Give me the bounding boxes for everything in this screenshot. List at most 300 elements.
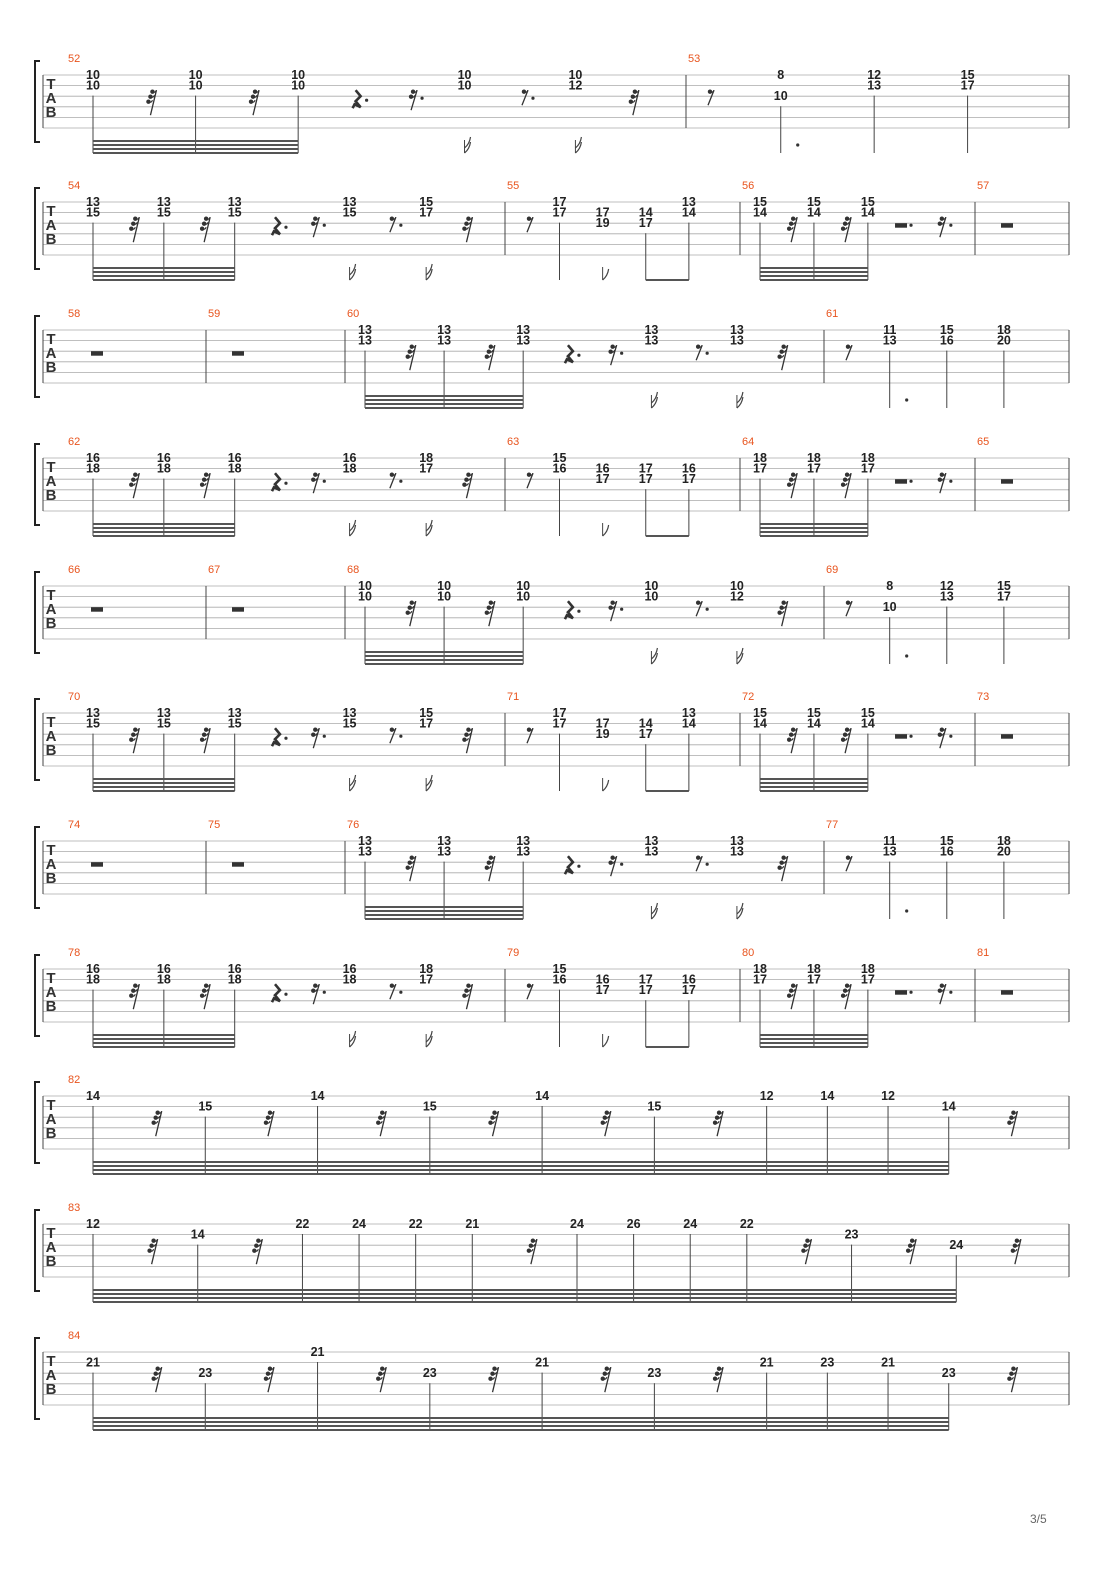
- fret-number: 10: [86, 78, 100, 93]
- fret-number: 15: [86, 205, 100, 220]
- fret-number: 17: [638, 216, 653, 231]
- fret-number: 13: [681, 706, 696, 720]
- measure: [208, 308, 244, 356]
- measure: [507, 436, 696, 536]
- rest-stem: [605, 1111, 611, 1136]
- fret-number: 16: [156, 962, 171, 976]
- half-rest-icon: [91, 607, 103, 612]
- rest-stem: [489, 345, 495, 370]
- fret-number: 10: [644, 579, 659, 593]
- fret-number: 23: [820, 1355, 835, 1370]
- fret-number: 16: [342, 451, 357, 465]
- tab-clef-letter: B: [45, 870, 57, 887]
- measure: [826, 819, 1011, 919]
- measure: [208, 564, 244, 612]
- measure: [977, 436, 1013, 484]
- rest-stem: [782, 345, 788, 370]
- rest-stem: [782, 856, 788, 881]
- rest-stem: [1015, 1239, 1021, 1264]
- tab-clef-letter: T: [46, 970, 56, 987]
- measure-number: 80: [742, 947, 755, 959]
- fret-number: 21: [310, 1345, 325, 1359]
- fret-number: 15: [419, 195, 434, 209]
- fret-number: 17: [419, 205, 434, 220]
- measure-number: 63: [507, 436, 520, 448]
- fret-number: 13: [227, 195, 242, 209]
- dot-icon: [399, 991, 402, 994]
- fret-number: 22: [295, 1217, 310, 1231]
- fret-number: 17: [419, 461, 434, 476]
- fret-number: 13: [729, 834, 744, 848]
- tab-clef-letter: A: [45, 345, 57, 362]
- fret-number: 17: [595, 716, 610, 731]
- fret-number: 17: [681, 983, 696, 998]
- tab-clef-letter: B: [45, 742, 57, 759]
- measure-number: 58: [68, 308, 81, 320]
- fret-number: 17: [552, 716, 567, 731]
- quarter-rest-icon: [272, 217, 280, 235]
- dot-icon: [909, 735, 912, 738]
- measure: [68, 1074, 1017, 1174]
- fret-number: 18: [806, 962, 821, 976]
- rest-stem: [493, 1111, 499, 1136]
- measure-number: 57: [977, 180, 990, 192]
- fret-number: 10: [457, 68, 472, 82]
- tab-clef-letter: A: [45, 601, 57, 618]
- quarter-rest-icon: [353, 90, 361, 108]
- fret-number: 23: [844, 1227, 859, 1242]
- fret-number: 13: [644, 333, 659, 348]
- rest-stem: [253, 90, 259, 115]
- fret-number: 22: [739, 1217, 754, 1231]
- fret-number: 14: [860, 716, 875, 731]
- fret-number: 15: [156, 716, 171, 731]
- fret-number: 19: [595, 727, 610, 742]
- tab-clef-letter: T: [46, 1353, 56, 1370]
- measure-number: 55: [507, 180, 520, 192]
- half-rest-icon: [1001, 479, 1013, 484]
- system-bracket: [35, 827, 40, 908]
- fret-number: 17: [638, 727, 653, 742]
- fret-number: 15: [860, 195, 875, 209]
- fret-number: 17: [419, 716, 434, 731]
- fret-number: 14: [941, 1099, 956, 1114]
- fret-number: 12: [881, 1089, 895, 1103]
- fret-number: 15: [227, 205, 242, 220]
- fret-number: 17: [638, 461, 653, 476]
- rest-stem: [133, 473, 139, 498]
- fret-number: 17: [595, 983, 610, 998]
- measure-number: 60: [347, 308, 360, 320]
- rest-stem: [493, 1367, 499, 1392]
- fret-number: 17: [595, 472, 610, 487]
- rest-stem: [133, 728, 139, 753]
- fret-number: 10: [644, 589, 659, 604]
- rest-stem: [410, 856, 416, 881]
- dot-icon: [909, 991, 912, 994]
- fret-number: 16: [681, 461, 696, 476]
- fret-number: 10: [457, 78, 472, 93]
- fret-number: 12: [939, 579, 954, 593]
- fret-number: 14: [753, 716, 767, 731]
- fret-number: 13: [644, 834, 659, 848]
- measure: [68, 564, 103, 612]
- measure-number: 59: [208, 308, 221, 320]
- quarter-rest-icon: [565, 856, 573, 874]
- tab-system: [35, 436, 1069, 536]
- measure-number: 68: [347, 564, 360, 576]
- half-rest-icon: [1001, 990, 1013, 995]
- fret-number: 16: [227, 451, 242, 465]
- fret-number: 10: [437, 589, 452, 604]
- fret-number: 8: [777, 68, 785, 82]
- tab-clef-letter: A: [45, 984, 57, 1001]
- tab-system: [35, 53, 1069, 153]
- measure-number: 76: [347, 819, 360, 831]
- fret-number: 23: [647, 1366, 662, 1381]
- rest-stem: [782, 601, 788, 626]
- fret-number: 13: [729, 844, 744, 859]
- system-bracket: [35, 1210, 40, 1291]
- rest-stem: [204, 984, 210, 1009]
- tab-clef-letter: A: [45, 728, 57, 745]
- fret-number: 15: [806, 195, 821, 209]
- rest-stem: [133, 217, 139, 242]
- dot-icon: [577, 610, 580, 613]
- fret-number: 13: [644, 323, 659, 337]
- fret-number: 24: [352, 1217, 367, 1231]
- rest-stem: [156, 1111, 162, 1136]
- fret-number: 17: [806, 461, 821, 476]
- half-rest-icon: [232, 351, 244, 356]
- rest-stem: [204, 473, 210, 498]
- fret-number: 17: [552, 205, 567, 220]
- rest-stem: [133, 984, 139, 1009]
- fret-number: 14: [820, 1089, 835, 1103]
- fret-number: 13: [939, 589, 954, 604]
- fret-number: 21: [759, 1355, 774, 1370]
- measure-number: 75: [208, 819, 221, 831]
- fret-number: 18: [806, 451, 821, 465]
- fret-number: 13: [86, 706, 100, 720]
- fret-number: 10: [188, 78, 203, 93]
- measure: [68, 1202, 1021, 1302]
- tab-clef-letter: B: [45, 104, 57, 121]
- tab-system: [35, 564, 1069, 664]
- fret-number: 26: [626, 1217, 641, 1231]
- measure-number: 64: [742, 436, 755, 448]
- fret-number: 16: [595, 461, 610, 476]
- measure: [507, 180, 696, 280]
- fret-number: 16: [86, 451, 100, 465]
- half-rest-icon: [895, 223, 907, 228]
- measure: [742, 180, 952, 280]
- quarter-rest-icon: [272, 984, 280, 1002]
- dot-icon: [909, 224, 912, 227]
- tab-clef-letter: T: [46, 587, 56, 604]
- fret-number: 15: [753, 195, 767, 209]
- dot-icon: [323, 480, 326, 483]
- rest-stem: [845, 984, 851, 1009]
- fret-number: 17: [419, 972, 434, 987]
- fret-number: 17: [753, 972, 767, 987]
- fret-number: 21: [465, 1217, 480, 1231]
- fret-number: 13: [516, 834, 531, 848]
- fret-number: 17: [996, 589, 1011, 604]
- rest-stem: [466, 728, 472, 753]
- fret-number: 12: [568, 78, 583, 93]
- measure: [347, 819, 788, 919]
- fret-number: 15: [806, 706, 821, 720]
- fret-number: 10: [358, 579, 372, 593]
- fret-number: 15: [227, 716, 242, 731]
- dot-icon: [949, 991, 952, 994]
- tab-clef-letter: B: [45, 231, 57, 248]
- system-bracket: [35, 444, 40, 525]
- fret-number: 18: [753, 962, 767, 976]
- rest-stem: [845, 728, 851, 753]
- fret-number: 18: [996, 323, 1011, 337]
- fret-number: 17: [638, 972, 653, 987]
- fret-number: 16: [939, 333, 954, 348]
- fret-number: 21: [881, 1355, 895, 1370]
- note-flag: [603, 269, 609, 280]
- fret-number: 13: [729, 323, 744, 337]
- fret-number: 13: [729, 333, 744, 348]
- tab-clef-letter: T: [46, 842, 56, 859]
- fret-number: 13: [358, 844, 372, 859]
- fret-number: 10: [568, 68, 583, 82]
- rest-stem: [531, 1239, 537, 1264]
- fret-number: 13: [437, 844, 452, 859]
- rest-stem: [717, 1111, 723, 1136]
- fret-number: 18: [227, 461, 242, 476]
- fret-number: 18: [156, 461, 171, 476]
- measure-number: 53: [688, 53, 701, 65]
- dot-icon: [284, 993, 287, 996]
- system-bracket: [35, 316, 40, 397]
- fret-number: 20: [996, 333, 1011, 348]
- tab-system: [35, 180, 1069, 280]
- dot-icon: [620, 352, 623, 355]
- rest-stem: [466, 473, 472, 498]
- fret-number: 15: [419, 706, 434, 720]
- tab-clef-letter: B: [45, 998, 57, 1015]
- fret-number: 13: [86, 195, 100, 209]
- measure-number: 65: [977, 436, 990, 448]
- fret-number: 23: [198, 1366, 213, 1381]
- measure: [208, 819, 244, 867]
- fret-number: 17: [552, 706, 567, 720]
- measure: [826, 308, 1011, 408]
- fret-number: 15: [342, 716, 357, 731]
- fret-number: 14: [681, 716, 696, 731]
- rest-stem: [410, 345, 416, 370]
- dot-icon: [365, 99, 368, 102]
- fret-number: 13: [437, 323, 452, 337]
- fret-number: 10: [188, 68, 203, 82]
- fret-number: 20: [996, 844, 1011, 859]
- measure-number: 71: [507, 691, 520, 703]
- fret-number: 17: [595, 205, 610, 220]
- dot-icon: [399, 224, 402, 227]
- fret-number: 15: [647, 1099, 662, 1114]
- fret-number: 17: [860, 461, 875, 476]
- half-rest-icon: [232, 607, 244, 612]
- measure-number: 70: [68, 691, 81, 703]
- fret-number: 15: [156, 205, 171, 220]
- half-rest-icon: [895, 734, 907, 739]
- fret-number: 13: [882, 844, 897, 859]
- tab-clef-letter: T: [46, 714, 56, 731]
- fret-number: 15: [939, 323, 954, 337]
- dot-icon: [905, 654, 908, 657]
- tab-clef-letter: B: [45, 1125, 57, 1142]
- fret-number: 24: [949, 1238, 964, 1253]
- measure-number: 61: [826, 308, 839, 320]
- measure-number: 74: [68, 819, 81, 831]
- fret-number: 10: [773, 89, 788, 104]
- fret-number: 18: [86, 461, 100, 476]
- system-bracket: [35, 188, 40, 269]
- measure: [68, 436, 472, 536]
- fret-number: 14: [638, 205, 653, 220]
- fret-number: 8: [886, 579, 894, 593]
- measure: [68, 1330, 1017, 1430]
- measure-number: 69: [826, 564, 839, 576]
- fret-number: 13: [516, 333, 531, 348]
- fret-number: 15: [198, 1099, 213, 1114]
- fret-number: 14: [860, 205, 875, 220]
- fret-number: 15: [342, 205, 357, 220]
- fret-number: 17: [638, 472, 653, 487]
- quarter-rest-icon: [272, 728, 280, 746]
- tab-system: [35, 308, 1069, 408]
- dot-icon: [323, 224, 326, 227]
- fret-number: 16: [552, 972, 567, 987]
- fret-number: 13: [156, 706, 171, 720]
- fret-number: 18: [419, 451, 434, 465]
- fret-number: 13: [867, 78, 882, 93]
- measure: [742, 947, 952, 1047]
- fret-number: 13: [882, 333, 897, 348]
- note-flag: [603, 525, 609, 536]
- fret-number: 17: [681, 472, 696, 487]
- measure-number: 81: [977, 947, 990, 959]
- tab-clef-letter: T: [46, 203, 56, 220]
- system-bracket: [35, 572, 40, 653]
- measure: [68, 308, 103, 356]
- fret-number: 13: [681, 195, 696, 209]
- fret-number: 15: [552, 962, 567, 976]
- measure-number: 82: [68, 1074, 81, 1086]
- measure-number: 54: [68, 180, 81, 192]
- tab-clef-letter: T: [46, 76, 56, 93]
- fret-number: 12: [86, 1217, 100, 1231]
- fret-number: 11: [883, 323, 897, 337]
- fret-number: 23: [422, 1366, 437, 1381]
- fret-number: 23: [941, 1366, 956, 1381]
- fret-number: 21: [535, 1355, 550, 1370]
- tab-clef-letter: A: [45, 1111, 57, 1128]
- tab-clef-letter: T: [46, 459, 56, 476]
- fret-number: 16: [342, 962, 357, 976]
- rest-stem: [791, 728, 797, 753]
- rest-stem: [1011, 1367, 1017, 1392]
- tab-clef-letter: A: [45, 1367, 57, 1384]
- half-rest-icon: [1001, 734, 1013, 739]
- system-bracket: [35, 699, 40, 780]
- measure-number: 56: [742, 180, 755, 192]
- fret-number: 13: [516, 323, 531, 337]
- half-rest-icon: [91, 862, 103, 867]
- fret-number: 15: [422, 1099, 437, 1114]
- tab-clef-letter: A: [45, 856, 57, 873]
- rest-stem: [256, 1239, 262, 1264]
- page-number: 3/5: [1030, 1512, 1047, 1526]
- system-bracket: [35, 1338, 40, 1419]
- measure: [68, 180, 472, 280]
- measure-number: 52: [68, 53, 81, 65]
- measure-number: 83: [68, 1202, 81, 1214]
- fret-number: 13: [358, 834, 372, 848]
- fret-number: 18: [227, 972, 242, 987]
- measure: [507, 947, 696, 1047]
- fret-number: 13: [437, 333, 452, 348]
- fret-number: 19: [595, 216, 610, 231]
- tab-clef-letter: A: [45, 217, 57, 234]
- fret-number: 18: [342, 461, 357, 476]
- tab-clef-letter: A: [45, 473, 57, 490]
- fret-number: 17: [552, 195, 567, 209]
- tab-system: [35, 1202, 1069, 1302]
- measure-number: 84: [68, 1330, 81, 1342]
- rest-stem: [204, 217, 210, 242]
- fret-number: 13: [437, 834, 452, 848]
- rest-stem: [910, 1239, 916, 1264]
- rest-stem: [466, 217, 472, 242]
- system-bracket: [35, 61, 40, 142]
- fret-number: 22: [408, 1217, 423, 1231]
- fret-number: 10: [291, 68, 306, 82]
- measure: [977, 947, 1013, 995]
- fret-number: 18: [996, 834, 1011, 848]
- rest-stem: [156, 1367, 162, 1392]
- fret-number: 24: [683, 1217, 698, 1231]
- measure: [507, 691, 696, 791]
- fret-number: 16: [939, 844, 954, 859]
- dot-icon: [620, 608, 623, 611]
- dot-icon: [323, 735, 326, 738]
- measure: [977, 180, 1013, 228]
- fret-number: 15: [960, 68, 975, 82]
- measure-number: 66: [68, 564, 81, 576]
- tab-clef-letter: T: [46, 331, 56, 348]
- measure-number: 73: [977, 691, 990, 703]
- rest-stem: [489, 601, 495, 626]
- rest-stem: [410, 601, 416, 626]
- rest-stem: [791, 984, 797, 1009]
- fret-number: 10: [291, 78, 306, 93]
- measure: [68, 691, 472, 791]
- tab-clef-letter: T: [46, 1225, 56, 1242]
- dot-icon: [577, 354, 580, 357]
- fret-number: 16: [86, 962, 100, 976]
- half-rest-icon: [232, 862, 244, 867]
- measure-number: 62: [68, 436, 81, 448]
- tab-clef-letter: B: [45, 1381, 57, 1398]
- fret-number: 18: [860, 451, 875, 465]
